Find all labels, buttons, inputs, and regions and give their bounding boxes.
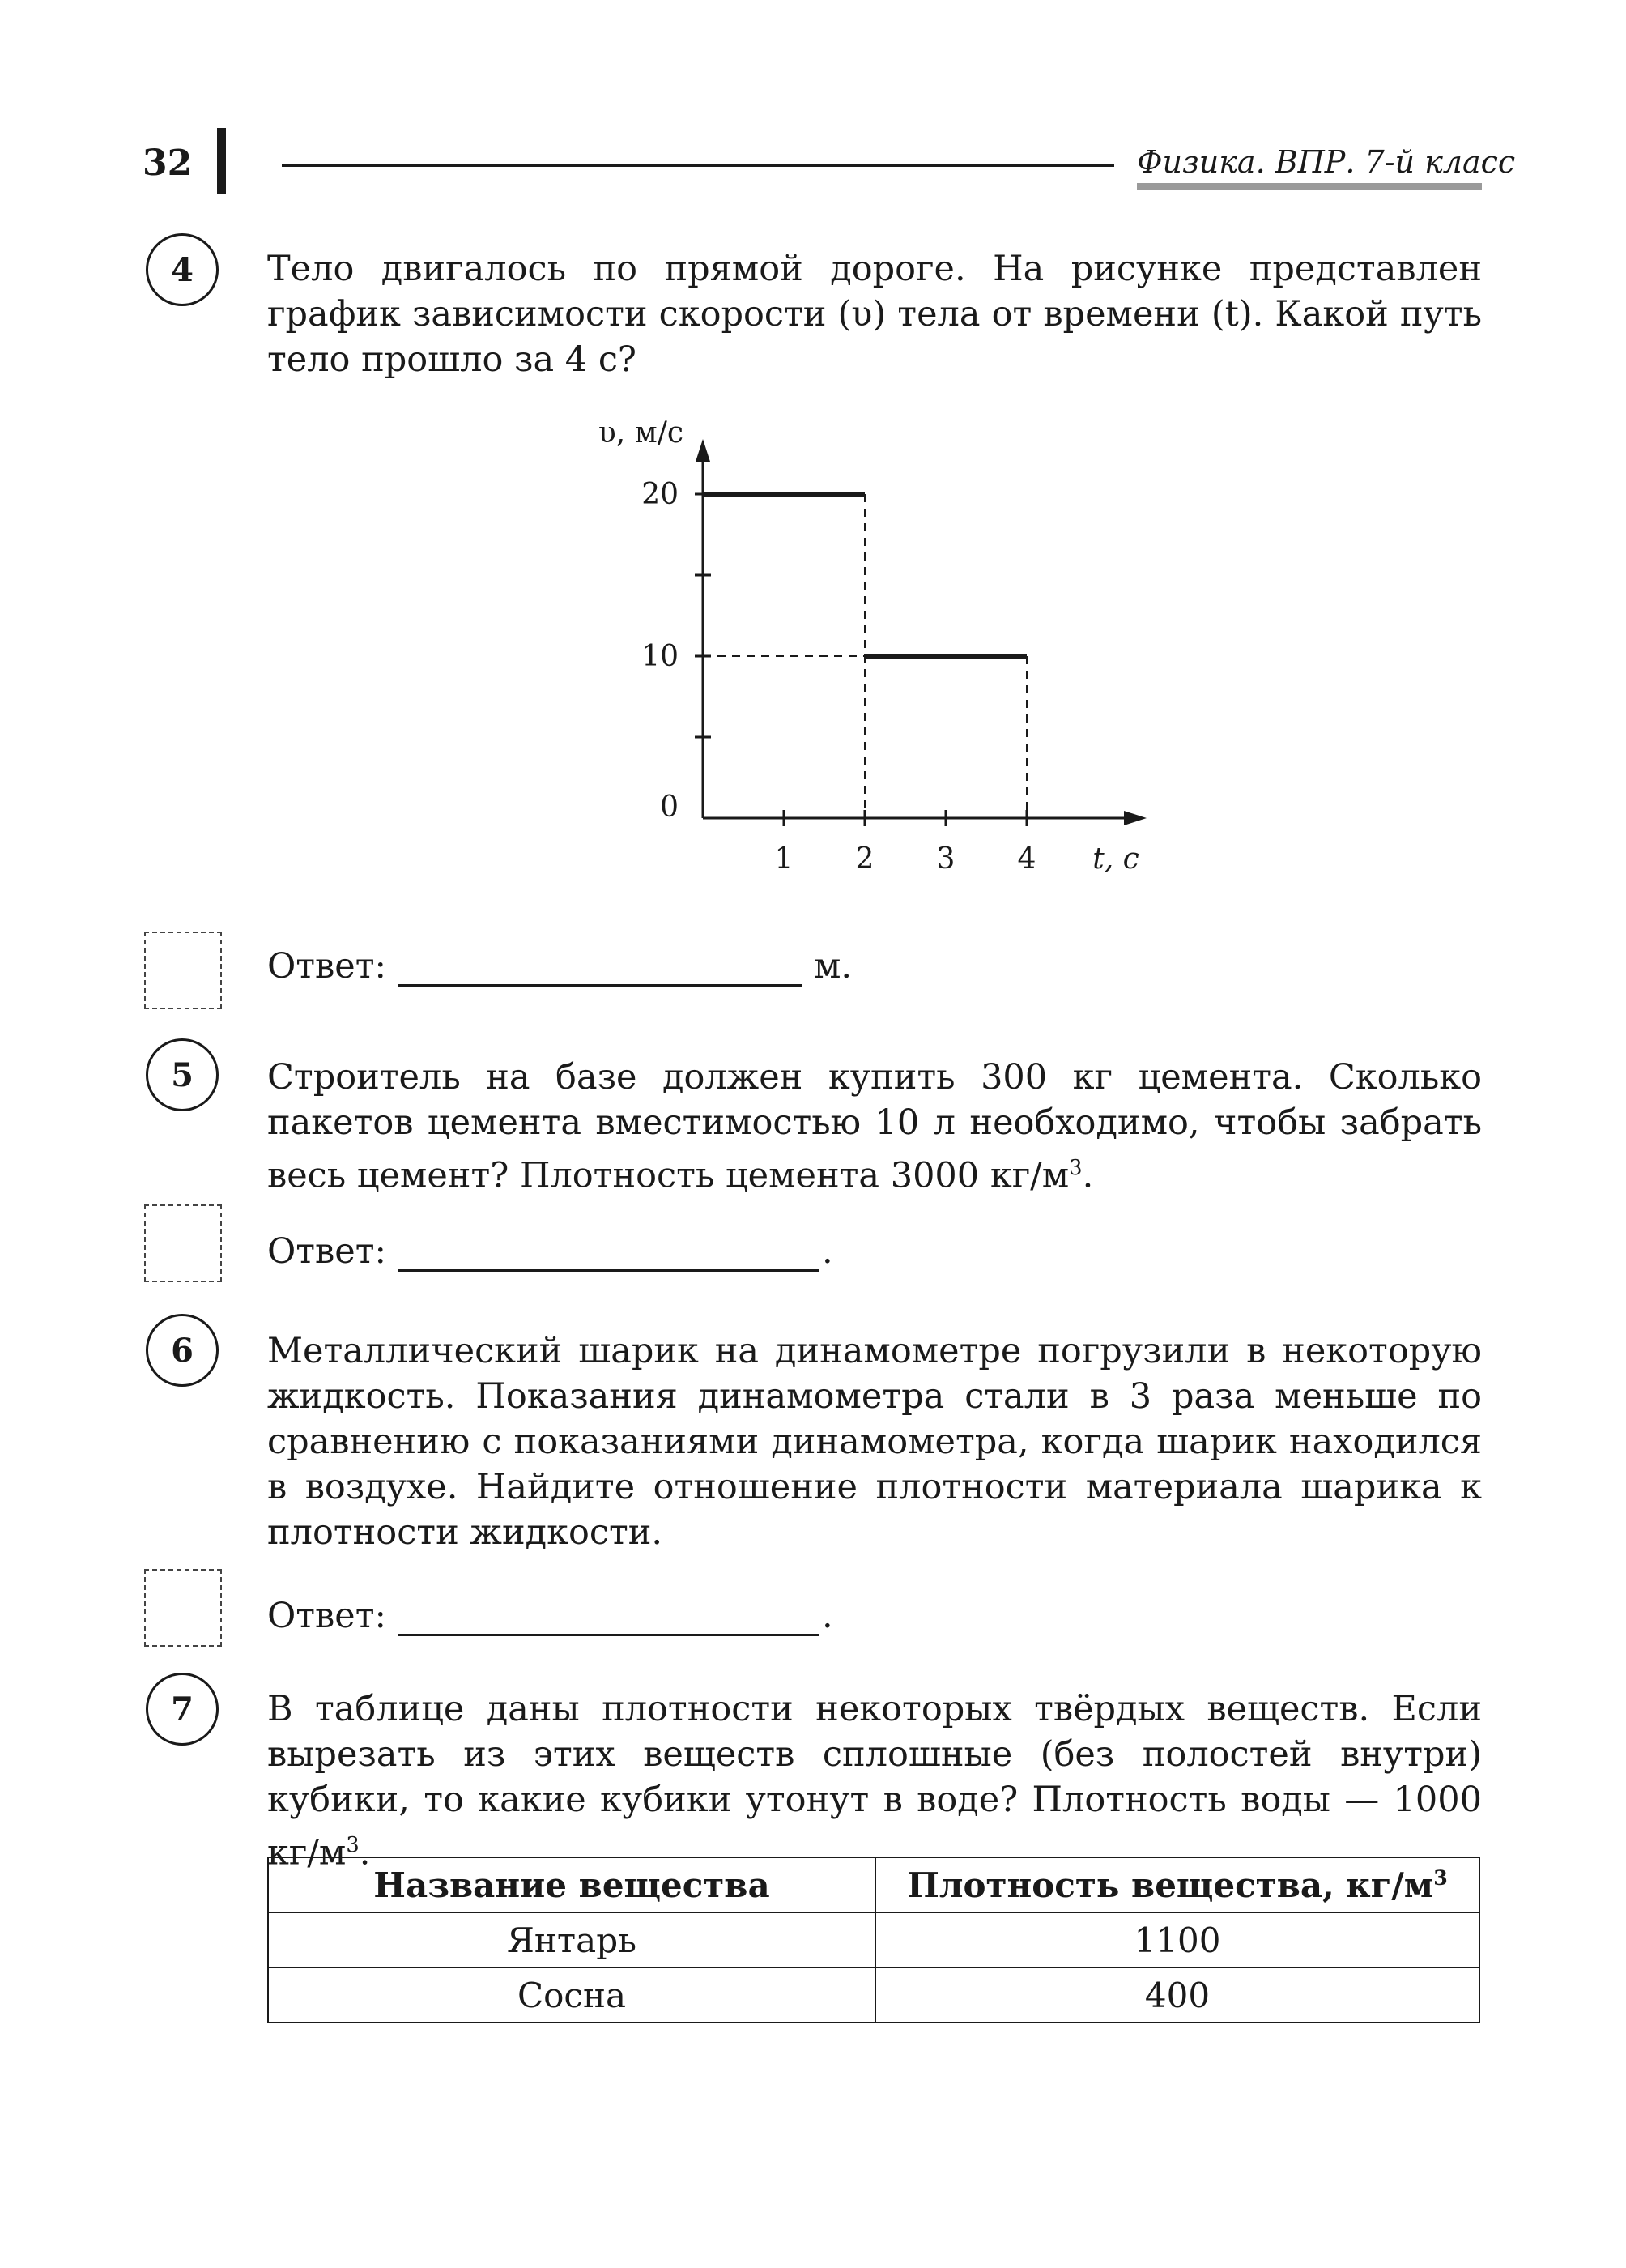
y-tick-label: 10 <box>641 640 679 673</box>
table-cell-density: 400 <box>875 1967 1479 2023</box>
running-title: Физика. ВПР. 7-й класс <box>1137 144 1516 180</box>
table-header-row <box>268 1857 1479 1912</box>
table-row <box>268 1912 1479 1967</box>
superscript: 3 <box>1069 1156 1083 1180</box>
table-cell-name: Сосна <box>268 1967 875 2023</box>
answer-box-4 <box>144 932 222 1009</box>
answer-field-5[interactable] <box>398 1234 819 1272</box>
y-axis-label: υ, м/с <box>598 416 683 450</box>
superscript: 3 <box>1433 1865 1448 1890</box>
question-4-text: Тело двигалось по прямой дороге. На рисунке представлен график зависимости скорости (υ) тела от времени (t). Какой путь тело прошло за 4 с? <box>267 249 1482 380</box>
header-bar <box>217 128 226 194</box>
question-5-text <box>267 1055 1482 1198</box>
y-tick-label: 0 <box>660 791 679 824</box>
y-axis-arrow <box>696 439 710 462</box>
x-tick-label: 1 <box>774 842 794 876</box>
period: . <box>1082 1155 1094 1196</box>
page-number: 32 <box>143 143 193 184</box>
question-number-6: 6 <box>146 1314 219 1387</box>
answer-unit: м. <box>813 946 853 987</box>
velocity-time-chart <box>567 405 1166 891</box>
column-header-name: Название вещества <box>268 1857 875 1912</box>
answer-row-6 <box>267 1596 833 1636</box>
period: . <box>359 1832 371 1874</box>
answer-box-5 <box>144 1204 222 1282</box>
question-7-text <box>267 1686 1482 1875</box>
answer-label: Ответ: <box>267 1231 386 1272</box>
answer-row-4 <box>267 946 852 987</box>
x-tick-label: 3 <box>936 842 956 876</box>
question-number-7: 7 <box>146 1673 219 1746</box>
density-header-text: Плотность вещества, кг/м <box>907 1865 1434 1905</box>
column-header-density <box>875 1857 1479 1912</box>
answer-period: . <box>821 1231 833 1272</box>
answer-field-4[interactable] <box>398 949 802 987</box>
table-cell-density: 1100 <box>875 1912 1479 1967</box>
superscript: 3 <box>346 1833 360 1857</box>
y-tick-label: 20 <box>641 478 679 511</box>
question-number-5: 5 <box>146 1038 219 1111</box>
x-axis-label: t, с <box>1092 842 1139 876</box>
answer-row-5 <box>267 1231 833 1272</box>
question-7-body: В таблице даны плотности некоторых твёрдых веществ. Если вырезать из этих веществ сплошные (без полостей внутри) кубики, то какие кубики утонут в воде? Плотность воды — 1000 кг/м <box>267 1689 1482 1874</box>
table-cell-name: Янтарь <box>268 1912 875 1967</box>
question-6-text: Металлический шарик на динамометре погрузили в некоторую жидкость. Показания динамометра стали в 3 раза меньше по сравнению с показаниями динамометра, когда шарик находился в воздухе. Найдите отношение плотности материала шарика к плотности жидкости. <box>267 1331 1482 1553</box>
question-number-4: 4 <box>146 233 219 306</box>
x-axis-arrow <box>1124 811 1147 825</box>
table-row <box>268 1967 1479 2023</box>
answer-period: . <box>821 1596 833 1636</box>
answer-label: Ответ: <box>267 1596 386 1636</box>
question-5-body: Строитель на базе должен купить 300 кг цемента. Сколько пакетов цемента вместимостью 10 л необходимо, чтобы забрать весь цемент? Плотность цемента 3000 кг/м <box>267 1057 1482 1196</box>
x-tick-label: 4 <box>1017 842 1036 876</box>
answer-field-6[interactable] <box>398 1598 819 1636</box>
answer-label: Ответ: <box>267 946 386 987</box>
header-rule <box>282 164 1114 167</box>
x-tick-label: 2 <box>855 842 875 876</box>
density-table <box>267 1857 1480 2023</box>
answer-box-6 <box>144 1569 222 1647</box>
running-title-underline <box>1137 183 1482 190</box>
